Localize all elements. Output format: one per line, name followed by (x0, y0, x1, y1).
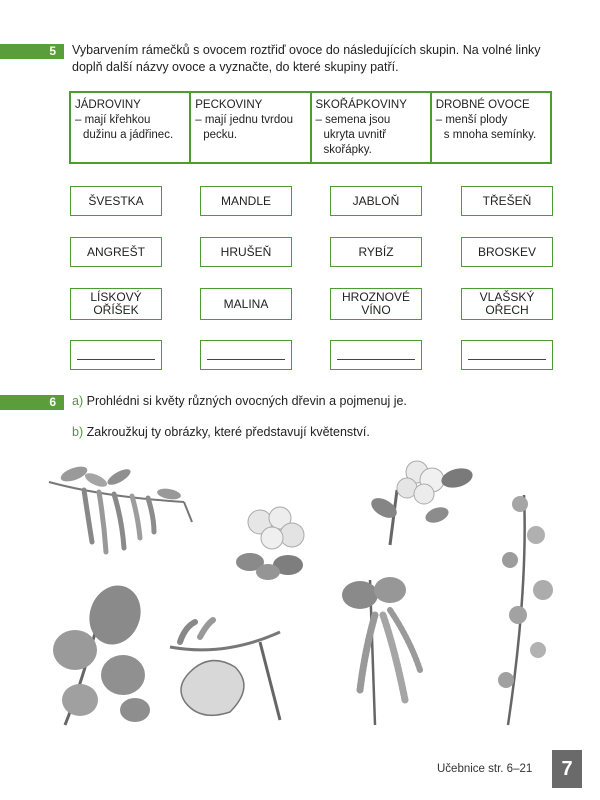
write-line[interactable] (468, 359, 546, 360)
fruit-line-2: VÍNO (361, 303, 391, 317)
instruction-line-2: doplň další názvy ovoce a vyznačte, do které skupiny patří. (72, 60, 399, 74)
category-desc-2: pecku. (203, 129, 238, 141)
fruit-box[interactable]: HRUŠEŇ (200, 237, 292, 267)
category-desc-1: – mají křehkou (75, 114, 151, 126)
fruit-box[interactable] (70, 288, 162, 320)
fruit-line-2: OŘÍŠEK (93, 303, 139, 317)
apple-blossom-illustration[interactable] (362, 450, 477, 550)
fruit-box[interactable]: BROSKEV (461, 237, 553, 267)
blank-fruit-box[interactable] (330, 340, 422, 370)
fruit-box[interactable]: MANDLE (200, 186, 292, 216)
exercise-6-part-a (72, 393, 407, 410)
category-title: PECKOVINY (195, 99, 263, 111)
category-skorapkoviny (312, 93, 432, 162)
category-desc-2: s mnoha semínky. (443, 129, 537, 141)
part-a-text: Prohlédni si květy různých ovocných dřevin a pojmenuj je. (86, 394, 407, 408)
textbook-reference: Učebnice str. 6–21 (437, 763, 533, 775)
blank-fruit-box[interactable] (70, 340, 162, 370)
category-table (69, 91, 552, 164)
category-desc-1: – semena jsou (315, 114, 391, 126)
write-line[interactable] (337, 359, 415, 360)
part-a-label: a) (72, 394, 84, 408)
blank-fruit-box[interactable] (461, 340, 553, 370)
category-peckoviny (191, 93, 311, 162)
category-title: JÁDROVINY (75, 99, 141, 111)
write-line[interactable] (207, 359, 285, 360)
instruction-line-1: Vybarvením rámečků s ovocem roztřiď ovoce do následujících skupin. Na volné linky (72, 43, 541, 57)
exercise-5-instruction (72, 42, 541, 76)
fruit-box[interactable] (461, 288, 553, 320)
fruit-line-1: HROZNOVÉ (341, 290, 410, 304)
category-jadroviny (71, 93, 191, 162)
fruit-line-2: OŘECH (485, 303, 529, 317)
page-number: 7 (552, 750, 582, 788)
write-line[interactable] (77, 359, 155, 360)
blank-fruit-box[interactable] (200, 340, 292, 370)
hazel-leaves-illustration[interactable] (45, 575, 150, 730)
cherry-blossom-illustration[interactable] (230, 500, 320, 585)
category-title: DROBNÉ OVOCE (435, 99, 530, 111)
category-desc-2: ukryta uvnitř (323, 129, 387, 141)
category-desc-3: skořápky. (323, 144, 372, 156)
category-desc-2: dužinu a jádřinec. (83, 129, 174, 141)
fruit-line-1: MALINA (223, 296, 269, 311)
fruit-box[interactable]: ANGREŠT (70, 237, 162, 267)
fruit-box[interactable]: ŠVESTKA (70, 186, 162, 216)
exercise-6-part-b (72, 424, 370, 441)
walnut-catkins-illustration[interactable] (44, 462, 196, 562)
category-desc-1: – mají jednu tvrdou (195, 114, 294, 126)
category-desc-1: – menší plody (435, 114, 508, 126)
fruit-box[interactable]: JABLOŇ (330, 186, 422, 216)
fruit-line-1: LÍSKOVÝ (90, 290, 142, 304)
exercise-6-number: 6 (0, 395, 64, 410)
category-drobne-ovoce (432, 93, 550, 162)
fruit-line-1: VLAŠSKÝ (479, 290, 535, 304)
category-title: SKOŘÁPKOVINY (315, 99, 407, 111)
plum-twig-illustration[interactable] (488, 490, 560, 730)
fruit-box[interactable]: TŘEŠEŇ (461, 186, 553, 216)
exercise-5-number: 5 (0, 44, 64, 59)
part-b-text: Zakroužkuj ty obrázky, které představují květenství. (86, 425, 370, 439)
fruit-box[interactable] (330, 288, 422, 320)
grapevine-illustration[interactable] (165, 612, 285, 727)
fruit-box[interactable]: RYBÍZ (330, 237, 422, 267)
fruit-box[interactable] (200, 288, 292, 320)
part-b-label: b) (72, 425, 84, 439)
currant-illustration[interactable] (335, 570, 430, 730)
